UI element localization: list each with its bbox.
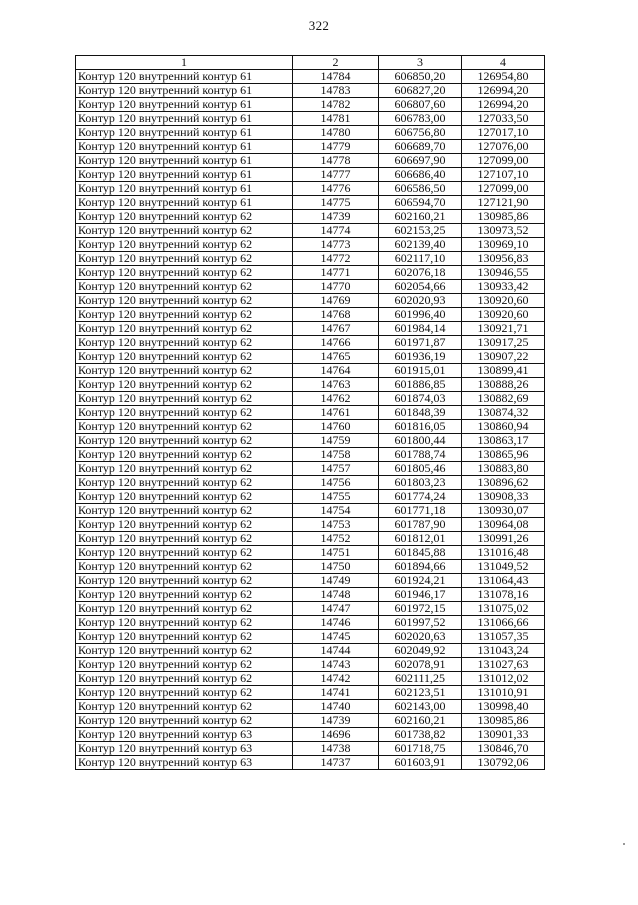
table-row (76, 280, 545, 294)
contour-name-cell: Контур 120 внутренний контур 62 (76, 378, 293, 392)
y-coordinate-cell: 130956,83 (462, 252, 545, 266)
x-coordinate-cell: 601603,91 (379, 756, 462, 770)
table-row (76, 686, 545, 700)
y-coordinate-cell: 131016,48 (462, 546, 545, 560)
y-coordinate-cell: 130933,42 (462, 280, 545, 294)
x-coordinate-cell: 601915,01 (379, 364, 462, 378)
contour-name-cell: Контур 120 внутренний контур 62 (76, 266, 293, 280)
x-coordinate-cell: 601996,40 (379, 308, 462, 322)
point-number-cell: 14739 (293, 714, 379, 728)
point-number-cell: 14741 (293, 686, 379, 700)
table-row (76, 476, 545, 490)
point-number-cell: 14756 (293, 476, 379, 490)
column-header-4: 4 (462, 56, 545, 70)
y-coordinate-cell: 127033,50 (462, 112, 545, 126)
contour-name-cell: Контур 120 внутренний контур 63 (76, 742, 293, 756)
y-coordinate-cell: 131049,52 (462, 560, 545, 574)
y-coordinate-cell: 130930,07 (462, 504, 545, 518)
contour-name-cell: Контур 120 внутренний контур 61 (76, 84, 293, 98)
table-row (76, 518, 545, 532)
point-number-cell: 14762 (293, 392, 379, 406)
table-row (76, 168, 545, 182)
x-coordinate-cell: 601972,15 (379, 602, 462, 616)
point-number-cell: 14761 (293, 406, 379, 420)
contour-name-cell: Контур 120 внутренний контур 62 (76, 364, 293, 378)
y-coordinate-cell: 127099,00 (462, 154, 545, 168)
point-number-cell: 14767 (293, 322, 379, 336)
x-coordinate-cell: 601946,17 (379, 588, 462, 602)
table-row (76, 672, 545, 686)
y-coordinate-cell: 130964,08 (462, 518, 545, 532)
table-row (76, 532, 545, 546)
y-coordinate-cell: 130883,80 (462, 462, 545, 476)
point-number-cell: 14748 (293, 588, 379, 602)
contour-name-cell: Контур 120 внутренний контур 62 (76, 308, 293, 322)
table-row (76, 560, 545, 574)
table-body (76, 70, 545, 770)
x-coordinate-cell: 602139,40 (379, 238, 462, 252)
contour-name-cell: Контур 120 внутренний контур 61 (76, 98, 293, 112)
table-row (76, 196, 545, 210)
table-row (76, 378, 545, 392)
contour-name-cell: Контур 120 внутренний контур 61 (76, 154, 293, 168)
x-coordinate-cell: 602020,93 (379, 294, 462, 308)
x-coordinate-cell: 602117,10 (379, 252, 462, 266)
x-coordinate-cell: 602123,51 (379, 686, 462, 700)
y-coordinate-cell: 130792,06 (462, 756, 545, 770)
table-row (76, 630, 545, 644)
contour-name-cell: Контур 120 внутренний контур 62 (76, 434, 293, 448)
y-coordinate-cell: 130921,71 (462, 322, 545, 336)
y-coordinate-cell: 130985,86 (462, 714, 545, 728)
y-coordinate-cell: 127099,00 (462, 182, 545, 196)
contour-name-cell: Контур 120 внутренний контур 62 (76, 700, 293, 714)
table-row (76, 84, 545, 98)
point-number-cell: 14746 (293, 616, 379, 630)
x-coordinate-cell: 601984,14 (379, 322, 462, 336)
point-number-cell: 14758 (293, 448, 379, 462)
table-row (76, 238, 545, 252)
table-row (76, 490, 545, 504)
x-coordinate-cell: 601971,87 (379, 336, 462, 350)
table-row (76, 700, 545, 714)
table-row (76, 126, 545, 140)
table-row (76, 714, 545, 728)
x-coordinate-cell: 601805,46 (379, 462, 462, 476)
table-row (76, 322, 545, 336)
table-row (76, 294, 545, 308)
contour-name-cell: Контур 120 внутренний контур 62 (76, 574, 293, 588)
table-row (76, 420, 545, 434)
table-row (76, 308, 545, 322)
y-coordinate-cell: 130888,26 (462, 378, 545, 392)
point-number-cell: 14779 (293, 140, 379, 154)
y-coordinate-cell: 130901,33 (462, 728, 545, 742)
x-coordinate-cell: 606689,70 (379, 140, 462, 154)
x-coordinate-cell: 602111,25 (379, 672, 462, 686)
table-row (76, 742, 545, 756)
point-number-cell: 14763 (293, 378, 379, 392)
x-coordinate-cell: 601936,19 (379, 350, 462, 364)
y-coordinate-cell: 131010,91 (462, 686, 545, 700)
y-coordinate-cell: 130985,86 (462, 210, 545, 224)
point-number-cell: 14753 (293, 518, 379, 532)
x-coordinate-cell: 606697,90 (379, 154, 462, 168)
y-coordinate-cell: 130908,33 (462, 490, 545, 504)
contour-name-cell: Контур 120 внутренний контур 62 (76, 224, 293, 238)
contour-name-cell: Контур 120 внутренний контур 62 (76, 322, 293, 336)
contour-name-cell: Контур 120 внутренний контур 61 (76, 140, 293, 154)
point-number-cell: 14754 (293, 504, 379, 518)
point-number-cell: 14696 (293, 728, 379, 742)
table-row (76, 756, 545, 770)
page-number: 322 (308, 18, 330, 33)
contour-name-cell: Контур 120 внутренний контур 61 (76, 196, 293, 210)
y-coordinate-cell: 127017,10 (462, 126, 545, 140)
contour-name-cell: Контур 120 внутренний контур 61 (76, 182, 293, 196)
y-coordinate-cell: 130917,25 (462, 336, 545, 350)
contour-name-cell: Контур 120 внутренний контур 62 (76, 210, 293, 224)
point-number-cell: 14743 (293, 658, 379, 672)
table-row (76, 448, 545, 462)
contour-name-cell: Контур 120 внутренний контур 62 (76, 280, 293, 294)
x-coordinate-cell: 606756,80 (379, 126, 462, 140)
contour-name-cell: Контур 120 внутренний контур 62 (76, 560, 293, 574)
table-row (76, 644, 545, 658)
point-number-cell: 14757 (293, 462, 379, 476)
x-coordinate-cell: 601718,75 (379, 742, 462, 756)
point-number-cell: 14777 (293, 168, 379, 182)
table-header-row (76, 56, 545, 70)
point-number-cell: 14742 (293, 672, 379, 686)
x-coordinate-cell: 602143,00 (379, 700, 462, 714)
y-coordinate-cell: 130920,60 (462, 308, 545, 322)
table-row (76, 336, 545, 350)
contour-name-cell: Контур 120 внутренний контур 62 (76, 644, 293, 658)
contour-name-cell: Контур 120 внутренний контур 63 (76, 756, 293, 770)
y-coordinate-cell: 126954,80 (462, 70, 545, 84)
table-row (76, 210, 545, 224)
x-coordinate-cell: 606807,60 (379, 98, 462, 112)
x-coordinate-cell: 601774,24 (379, 490, 462, 504)
scan-speck (623, 843, 625, 845)
x-coordinate-cell: 602160,21 (379, 714, 462, 728)
y-coordinate-cell: 127076,00 (462, 140, 545, 154)
y-coordinate-cell: 130920,60 (462, 294, 545, 308)
x-coordinate-cell: 601845,88 (379, 546, 462, 560)
contour-name-cell: Контур 120 внутренний контур 62 (76, 504, 293, 518)
contour-name-cell: Контур 120 внутренний контур 62 (76, 294, 293, 308)
point-number-cell: 14759 (293, 434, 379, 448)
contour-name-cell: Контур 120 внутренний контур 62 (76, 462, 293, 476)
contour-name-cell: Контур 120 внутренний контур 62 (76, 658, 293, 672)
y-coordinate-cell: 131066,66 (462, 616, 545, 630)
contour-name-cell: Контур 120 внутренний контур 62 (76, 616, 293, 630)
y-coordinate-cell: 127121,90 (462, 196, 545, 210)
point-number-cell: 14744 (293, 644, 379, 658)
point-number-cell: 14740 (293, 700, 379, 714)
point-number-cell: 14749 (293, 574, 379, 588)
x-coordinate-cell: 601787,90 (379, 518, 462, 532)
table-row (76, 224, 545, 238)
contour-name-cell: Контур 120 внутренний контур 62 (76, 490, 293, 504)
x-coordinate-cell: 601924,21 (379, 574, 462, 588)
point-number-cell: 14771 (293, 266, 379, 280)
x-coordinate-cell: 602076,18 (379, 266, 462, 280)
point-number-cell: 14769 (293, 294, 379, 308)
y-coordinate-cell: 130946,55 (462, 266, 545, 280)
contour-name-cell: Контур 120 внутренний контур 61 (76, 112, 293, 126)
x-coordinate-cell: 601800,44 (379, 434, 462, 448)
point-number-cell: 14747 (293, 602, 379, 616)
y-coordinate-cell: 130860,94 (462, 420, 545, 434)
x-coordinate-cell: 602049,92 (379, 644, 462, 658)
table-row (76, 504, 545, 518)
table-row (76, 406, 545, 420)
x-coordinate-cell: 606783,00 (379, 112, 462, 126)
x-coordinate-cell: 606686,40 (379, 168, 462, 182)
contour-name-cell: Контур 120 внутренний контур 62 (76, 518, 293, 532)
table-row (76, 252, 545, 266)
table-row (76, 602, 545, 616)
point-number-cell: 14780 (293, 126, 379, 140)
point-number-cell: 14773 (293, 238, 379, 252)
point-number-cell: 14751 (293, 546, 379, 560)
y-coordinate-cell: 130991,26 (462, 532, 545, 546)
y-coordinate-cell: 130896,62 (462, 476, 545, 490)
contour-name-cell: Контур 120 внутренний контур 62 (76, 406, 293, 420)
point-number-cell: 14783 (293, 84, 379, 98)
y-coordinate-cell: 131027,63 (462, 658, 545, 672)
coordinates-table (75, 55, 545, 770)
table-row (76, 182, 545, 196)
point-number-cell: 14774 (293, 224, 379, 238)
x-coordinate-cell: 601848,39 (379, 406, 462, 420)
x-coordinate-cell: 602153,25 (379, 224, 462, 238)
contour-name-cell: Контур 120 внутренний контур 61 (76, 126, 293, 140)
point-number-cell: 14776 (293, 182, 379, 196)
table-row (76, 266, 545, 280)
contour-name-cell: Контур 120 внутренний контур 62 (76, 448, 293, 462)
y-coordinate-cell: 130907,22 (462, 350, 545, 364)
x-coordinate-cell: 606586,50 (379, 182, 462, 196)
x-coordinate-cell: 601812,01 (379, 532, 462, 546)
table-row (76, 70, 545, 84)
column-header-2: 2 (293, 56, 379, 70)
contour-name-cell: Контур 120 внутренний контур 62 (76, 238, 293, 252)
table-row (76, 728, 545, 742)
point-number-cell: 14778 (293, 154, 379, 168)
point-number-cell: 14770 (293, 280, 379, 294)
y-coordinate-cell: 130846,70 (462, 742, 545, 756)
contour-name-cell: Контур 120 внутренний контур 62 (76, 630, 293, 644)
y-coordinate-cell: 130969,10 (462, 238, 545, 252)
point-number-cell: 14739 (293, 210, 379, 224)
table-row (76, 350, 545, 364)
x-coordinate-cell: 601788,74 (379, 448, 462, 462)
y-coordinate-cell: 127107,10 (462, 168, 545, 182)
point-number-cell: 14765 (293, 350, 379, 364)
x-coordinate-cell: 606594,70 (379, 196, 462, 210)
point-number-cell: 14772 (293, 252, 379, 266)
point-number-cell: 14766 (293, 336, 379, 350)
table-row (76, 112, 545, 126)
contour-name-cell: Контур 120 внутренний контур 61 (76, 70, 293, 84)
contour-name-cell: Контур 120 внутренний контур 62 (76, 588, 293, 602)
y-coordinate-cell: 131078,16 (462, 588, 545, 602)
contour-name-cell: Контур 120 внутренний контур 61 (76, 168, 293, 182)
point-number-cell: 14737 (293, 756, 379, 770)
contour-name-cell: Контур 120 внутренний контур 62 (76, 336, 293, 350)
y-coordinate-cell: 131075,02 (462, 602, 545, 616)
x-coordinate-cell: 602054,66 (379, 280, 462, 294)
point-number-cell: 14755 (293, 490, 379, 504)
table-row (76, 364, 545, 378)
point-number-cell: 14750 (293, 560, 379, 574)
y-coordinate-cell: 130998,40 (462, 700, 545, 714)
contour-name-cell: Контур 120 внутренний контур 62 (76, 714, 293, 728)
contour-name-cell: Контур 120 внутренний контур 62 (76, 252, 293, 266)
contour-name-cell: Контур 120 внутренний контур 62 (76, 672, 293, 686)
x-coordinate-cell: 601894,66 (379, 560, 462, 574)
point-number-cell: 14738 (293, 742, 379, 756)
table-row (76, 588, 545, 602)
x-coordinate-cell: 606827,20 (379, 84, 462, 98)
table-row (76, 392, 545, 406)
x-coordinate-cell: 601738,82 (379, 728, 462, 742)
point-number-cell: 14752 (293, 532, 379, 546)
y-coordinate-cell: 130882,69 (462, 392, 545, 406)
table-row (76, 140, 545, 154)
x-coordinate-cell: 601997,52 (379, 616, 462, 630)
contour-name-cell: Контур 120 внутренний контур 62 (76, 350, 293, 364)
y-coordinate-cell: 126994,20 (462, 98, 545, 112)
point-number-cell: 14764 (293, 364, 379, 378)
y-coordinate-cell: 130899,41 (462, 364, 545, 378)
x-coordinate-cell: 606850,20 (379, 70, 462, 84)
point-number-cell: 14775 (293, 196, 379, 210)
table-row (76, 658, 545, 672)
column-header-3: 3 (379, 56, 462, 70)
y-coordinate-cell: 131043,24 (462, 644, 545, 658)
contour-name-cell: Контур 120 внутренний контур 62 (76, 420, 293, 434)
x-coordinate-cell: 602020,63 (379, 630, 462, 644)
contour-name-cell: Контур 120 внутренний контур 62 (76, 392, 293, 406)
point-number-cell: 14782 (293, 98, 379, 112)
x-coordinate-cell: 601803,23 (379, 476, 462, 490)
x-coordinate-cell: 601874,03 (379, 392, 462, 406)
contour-name-cell: Контур 120 внутренний контур 62 (76, 602, 293, 616)
x-coordinate-cell: 602160,21 (379, 210, 462, 224)
table-row (76, 546, 545, 560)
point-number-cell: 14768 (293, 308, 379, 322)
table-row (76, 434, 545, 448)
point-number-cell: 14760 (293, 420, 379, 434)
point-number-cell: 14784 (293, 70, 379, 84)
y-coordinate-cell: 131064,43 (462, 574, 545, 588)
table-row (76, 462, 545, 476)
x-coordinate-cell: 601771,18 (379, 504, 462, 518)
table-row (76, 574, 545, 588)
y-coordinate-cell: 131057,35 (462, 630, 545, 644)
y-coordinate-cell: 130865,96 (462, 448, 545, 462)
y-coordinate-cell: 130874,32 (462, 406, 545, 420)
point-number-cell: 14745 (293, 630, 379, 644)
y-coordinate-cell: 131012,02 (462, 672, 545, 686)
y-coordinate-cell: 126994,20 (462, 84, 545, 98)
contour-name-cell: Контур 120 внутренний контур 63 (76, 728, 293, 742)
contour-name-cell: Контур 120 внутренний контур 62 (76, 546, 293, 560)
x-coordinate-cell: 601816,05 (379, 420, 462, 434)
table-row (76, 98, 545, 112)
y-coordinate-cell: 130973,52 (462, 224, 545, 238)
point-number-cell: 14781 (293, 112, 379, 126)
contour-name-cell: Контур 120 внутренний контур 62 (76, 532, 293, 546)
contour-name-cell: Контур 120 внутренний контур 62 (76, 476, 293, 490)
column-header-1: 1 (76, 56, 293, 70)
table-row (76, 616, 545, 630)
y-coordinate-cell: 130863,17 (462, 434, 545, 448)
x-coordinate-cell: 602078,91 (379, 658, 462, 672)
table-row (76, 154, 545, 168)
x-coordinate-cell: 601886,85 (379, 378, 462, 392)
contour-name-cell: Контур 120 внутренний контур 62 (76, 686, 293, 700)
